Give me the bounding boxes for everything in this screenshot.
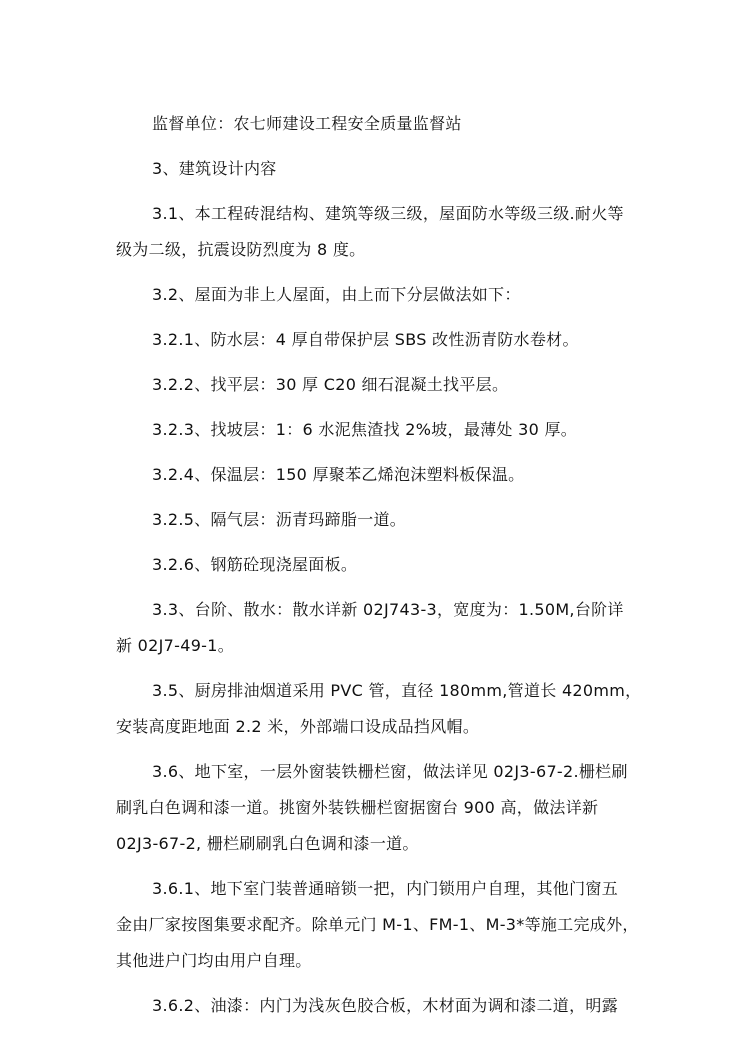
- paragraph: [116, 196, 656, 268]
- text-line: 3.6、地下室，一层外窗装铁栅栏窗，做法详见 02J3-67-2.栅栏刷: [152, 762, 628, 781]
- paragraph: [116, 322, 656, 358]
- text-line: 金由厂家按图集要求配齐。除单元门 M-1、FM-1、M-3*等施工完成外，: [116, 915, 639, 934]
- text-line: 安装高度距地面 2.2 米，外部端口设成品挡风帽。: [116, 717, 480, 736]
- paragraph: [116, 673, 656, 745]
- paragraph: [116, 502, 656, 538]
- text-line: 3.2、屋面为非上人屋面，由上而下分层做法如下：: [152, 285, 521, 304]
- text-line: 3.1、本工程砖混结构、建筑等级三级，屋面防水等级三级.耐火等: [152, 204, 624, 223]
- text-line: 3.5、厨房排油烟道采用 PVC 管，直径 180mm,管道长 420mm，: [152, 681, 642, 700]
- text-line: 3.6.2、油漆：内门为浅灰色胶合板，木材面为调和漆二道，明露: [152, 996, 619, 1015]
- paragraph: [116, 367, 656, 403]
- paragraph: [116, 412, 656, 448]
- paragraph: [116, 754, 656, 862]
- text-line: 监督单位：农七师建设工程安全质量监督站: [152, 114, 462, 133]
- paragraph: [116, 277, 656, 313]
- document-body: [116, 106, 656, 1033]
- text-line: 3.3、台阶、散水：散水详新 02J743-3，宽度为：1.50M,台阶详: [152, 600, 624, 619]
- text-line: 3.2.1、防水层：4 厚自带保护层 SBS 改性沥青防水卷材。: [152, 330, 579, 349]
- paragraph: [116, 988, 656, 1024]
- paragraph: [116, 106, 656, 142]
- text-line: 3.2.3、找坡层：1：6 水泥焦渣找 2%坡，最薄处 30 厚。: [152, 420, 578, 439]
- text-line: 3.6.1、地下室门装普通暗锁一把，内门锁用户自理，其他门窗五: [152, 879, 619, 898]
- text-line: 3.2.6、钢筋砼现浇屋面板。: [152, 555, 358, 574]
- text-line: 02J3-67-2, 栅栏刷刷乳白色调和漆一道。: [116, 834, 419, 853]
- text-line: 级为二级，抗震设防烈度为 8 度。: [116, 240, 366, 259]
- text-line: 3.2.4、保温层：150 厚聚苯乙烯泡沫塑料板保温。: [152, 465, 525, 484]
- paragraph: [116, 151, 656, 187]
- paragraph: [116, 871, 656, 979]
- text-line: 3.2.2、找平层：30 厚 C20 细石混凝土找平层。: [152, 375, 509, 394]
- text-line: 3、建筑设计内容: [152, 159, 277, 178]
- text-line: 新 02J7-49-1。: [116, 636, 235, 655]
- paragraph: [116, 592, 656, 664]
- text-line: 其他进户门均由用户自理。: [116, 951, 312, 970]
- text-line: 刷乳白色调和漆一道。挑窗外装铁栅栏窗据窗台 900 高，做法详新: [116, 798, 599, 817]
- paragraph: [116, 547, 656, 583]
- paragraph: [116, 457, 656, 493]
- text-line: 3.2.5、隔气层：沥青玛蹄脂一道。: [152, 510, 407, 529]
